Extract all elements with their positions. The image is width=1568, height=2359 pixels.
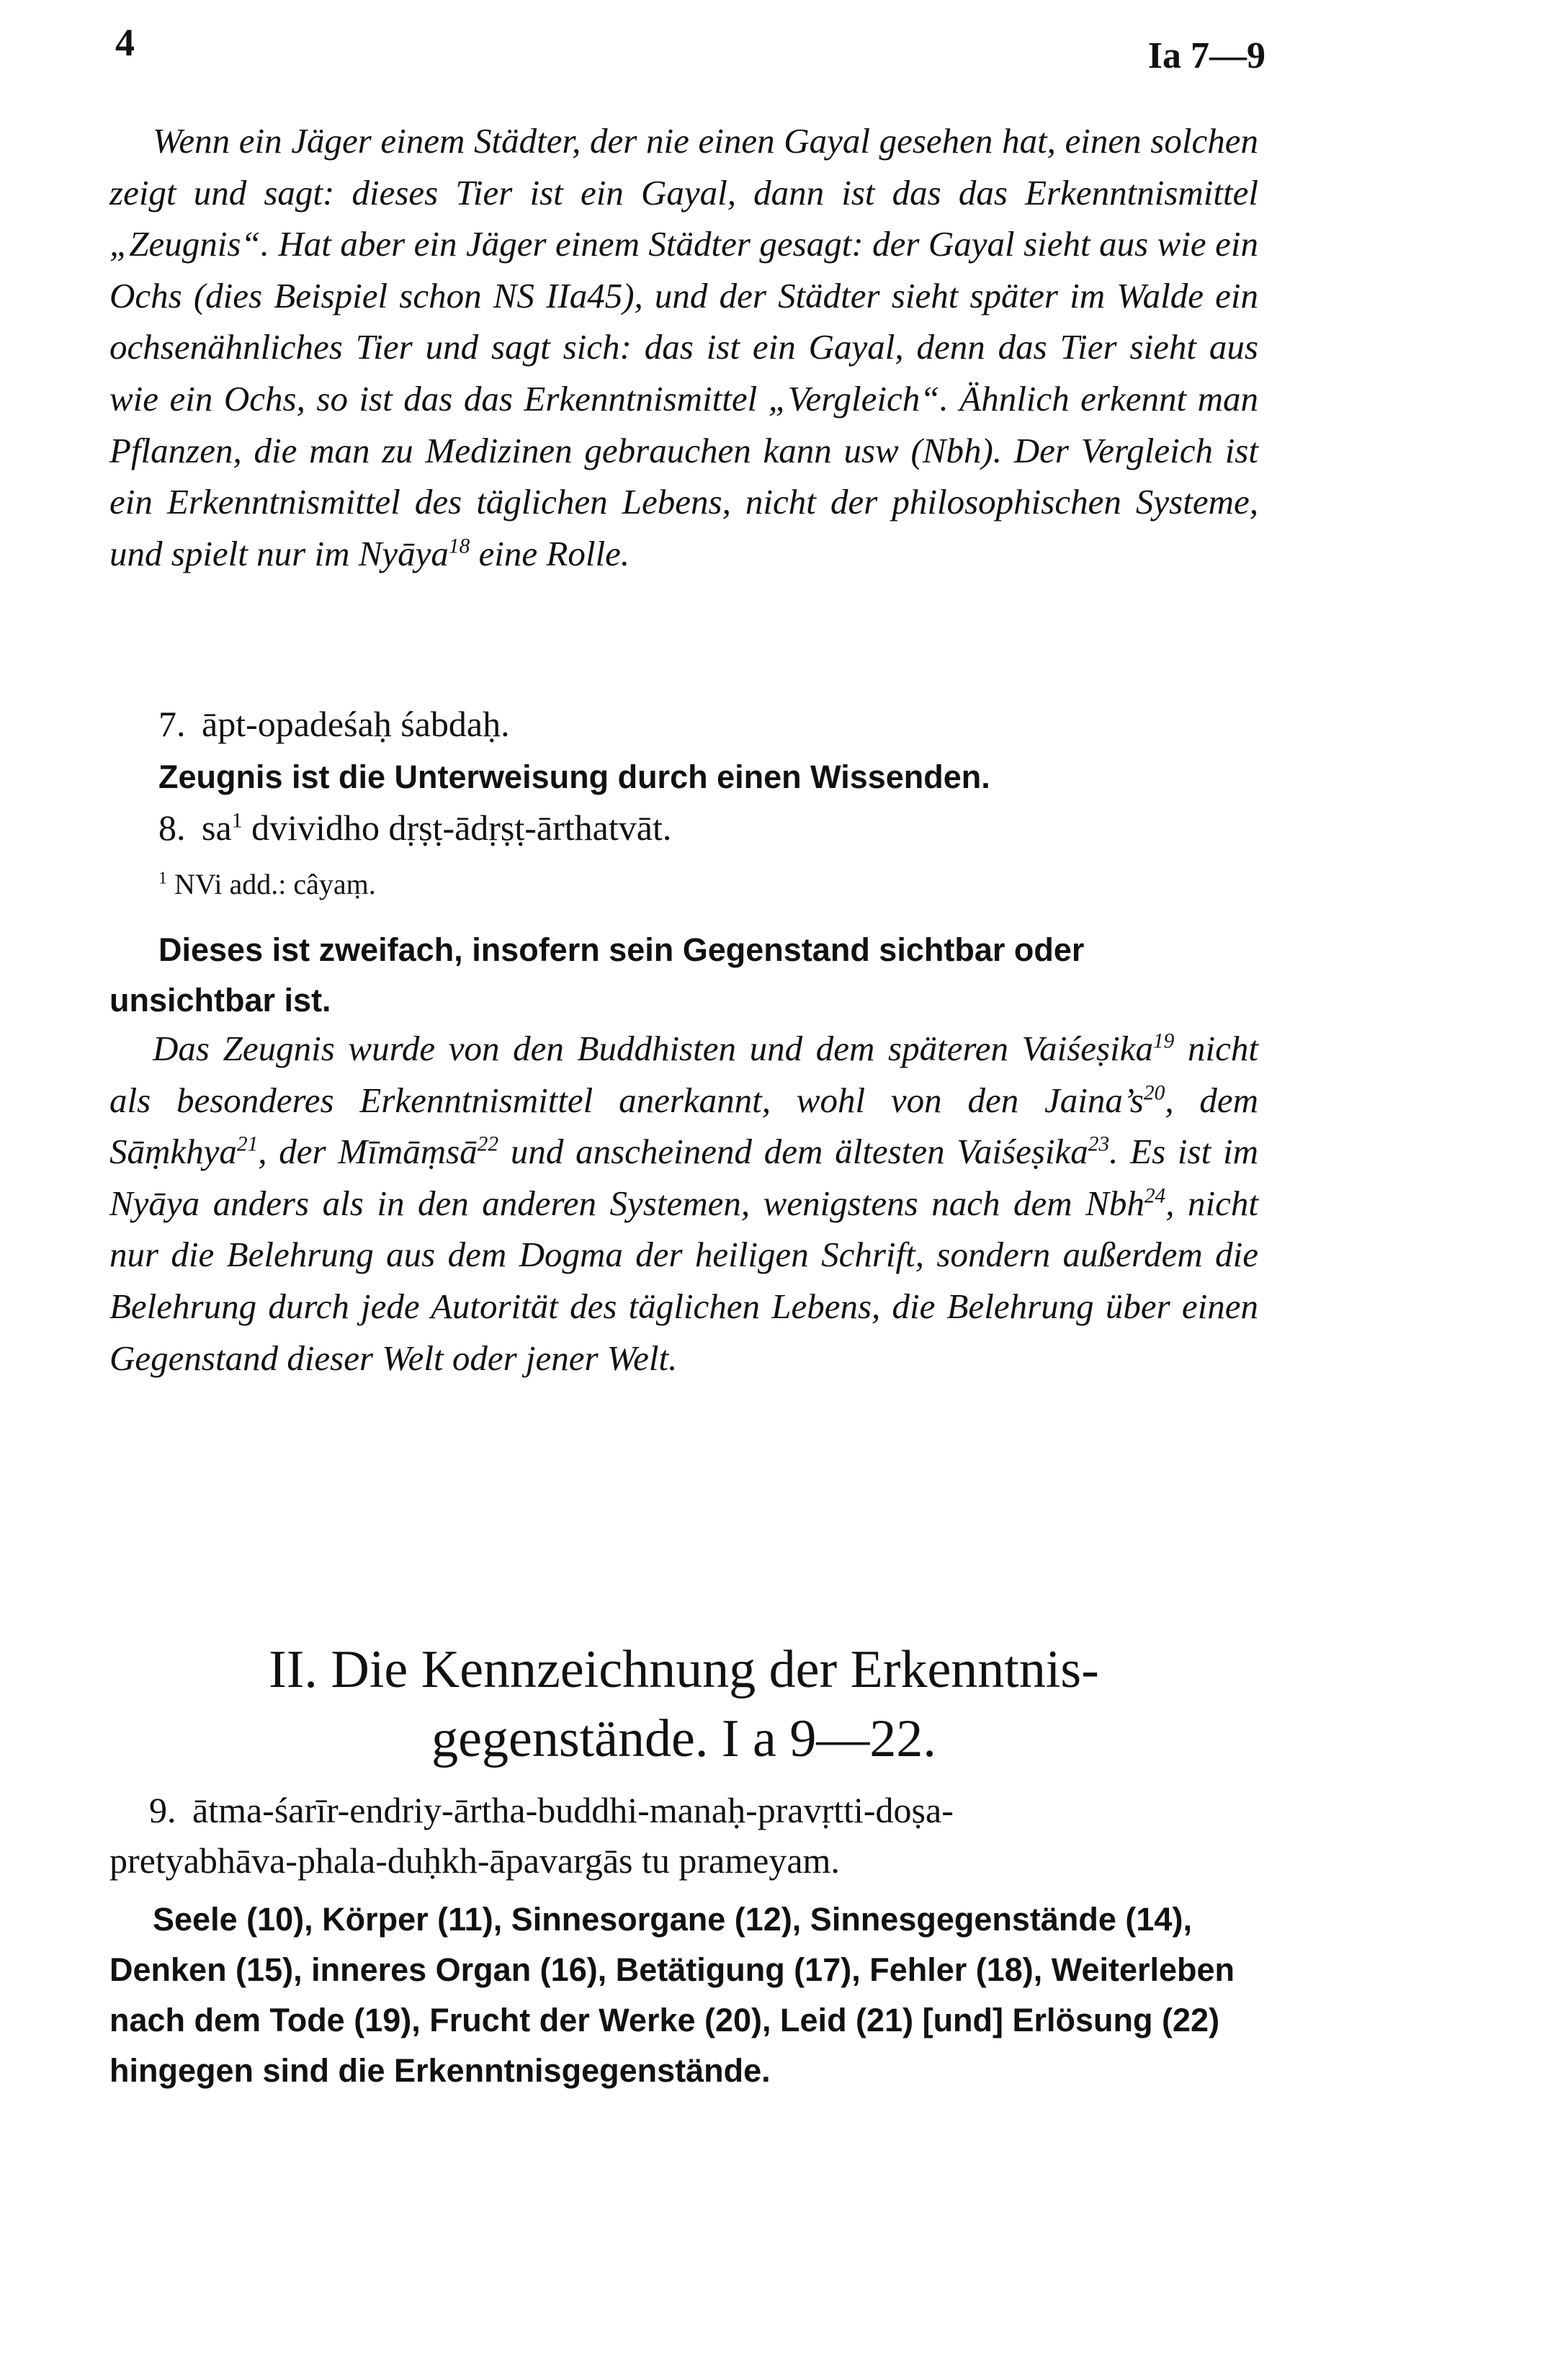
footnote-ref: 18 <box>448 534 470 558</box>
footnote-ref: 23 <box>1088 1132 1110 1156</box>
sutra-8 <box>158 802 1307 853</box>
footnote-ref: 24 <box>1144 1184 1166 1208</box>
sutra-text: dvividho dṛṣṭ-ādṛṣṭ-ārthatvāt. <box>242 807 672 848</box>
page-number: 4 <box>115 21 135 64</box>
running-head: Ia 7—9 <box>1147 35 1265 76</box>
footnote-ref: 21 <box>236 1132 259 1156</box>
footnote-ref: 20 <box>1143 1081 1165 1105</box>
sutra-number: 8. <box>158 807 186 848</box>
footnote-ref: 19 <box>1152 1029 1175 1053</box>
sutra-7 <box>158 699 1307 749</box>
section-heading-line: II. Die Kennzeichnung der Erkenntnis- <box>269 1640 1099 1699</box>
sutra-9 <box>109 1785 1258 1886</box>
sutra-text: āpt-opadeśaḥ śabdaḥ. <box>202 704 510 744</box>
paragraph-tail: eine Rolle. <box>470 533 630 573</box>
sutra-number: 7. <box>158 704 186 744</box>
paragraph-text: , nicht nur die Belehrung aus dem Dogma der heiligen Schrift, sondern außerdem die Belehrung durch jede Autorität des täglichen Lebens, die Belehrung über einen Gegenstand dieser Welt oder jener Welt. <box>109 1183 1258 1378</box>
section-heading-line: gegenstände. I a 9—22. <box>431 1709 936 1768</box>
footnote-mark: 1 <box>158 869 167 888</box>
paragraph-text: , dem Sāṃkhya <box>109 1080 1258 1172</box>
paragraph-text: . Es ist im Nyāya anders als in den anderen Systemen, wenigstens nach dem Nbh <box>109 1132 1258 1223</box>
sutra-9-translation: Seele (10), Körper (11), Sinnesorgane (12), Sinnesgegenstände (14), Denken (15), inneres Organ (16), Betätigung (17), Fehler (18), Weiterleben nach dem Tode (19), Frucht der Werke (20), Leid (21) [und] Erlösung (22) hingegen sind die Erkenntnisgegenstände. <box>109 1901 1235 2089</box>
sutra-word: sa <box>202 807 232 848</box>
paragraph-text: nicht als besonderes Erkenntnismittel anerkannt, wohl von den Jaina’s <box>109 1029 1258 1120</box>
sutra-7-translation: Zeugnis ist die Unterweisung durch einen Wissenden. <box>158 758 990 795</box>
sutra-8-translation: Dieses ist zweifach, insofern sein Gegenstand sichtbar oder unsichtbar ist. <box>109 931 1085 1019</box>
paragraph-comparison <box>109 115 1258 579</box>
paragraph-text: und anscheinend dem ältesten Vaiśeṣika <box>498 1132 1088 1172</box>
section-heading <box>109 1635 1258 1773</box>
paragraph-text: Das Zeugnis wurde von den Buddhisten und dem späteren Vaiśeṣika <box>153 1029 1153 1068</box>
sutra-text: pretyabhāva-phala-duḥkh-āpavargās tu prameyam. <box>109 1840 840 1881</box>
paragraph-testimony <box>109 1023 1258 1384</box>
paragraph-text: Wenn ein Jäger einem Städter, der nie einen Gayal gesehen hat, einen solchen zeigt und sagt: dieses Tier ist ein Gayal, dann ist das das Erkenntnismittel „Zeugnis“. Hat aber ein Jäger einem Städter gesagt: der Gayal sieht aus wie ein Ochs (dies Beispiel schon NS IIa45), und der Städter sieht später im Walde ein ochsenähnliches Tier und sagt sich: das ist ein Gayal, denn das Tier sieht aus wie ein Ochs, so ist das das Erkenntnismittel „Vergleich“. Ähnlich erkennt man Pflanzen, die man zu Medizinen gebrauchen kann usw (Nbh). Der Vergleich ist ein Erkenntnismittel des täglichen Lebens, nicht der philosophischen Systeme, und spielt nur im Nyāya <box>109 121 1258 573</box>
footnote-text: NVi add.: câyaṃ. <box>174 868 376 900</box>
paragraph-text: , der Mīmāṃsā <box>258 1132 478 1172</box>
footnote-ref: 1 <box>231 808 243 833</box>
sutra-number: 9. <box>149 1790 176 1830</box>
footnote-ref: 22 <box>477 1132 499 1156</box>
sutra-text: ātma-śarīr-endriy-ārtha-buddhi-manaḥ-pravṛtti-doṣa- <box>192 1790 954 1830</box>
footnote <box>158 863 1307 906</box>
